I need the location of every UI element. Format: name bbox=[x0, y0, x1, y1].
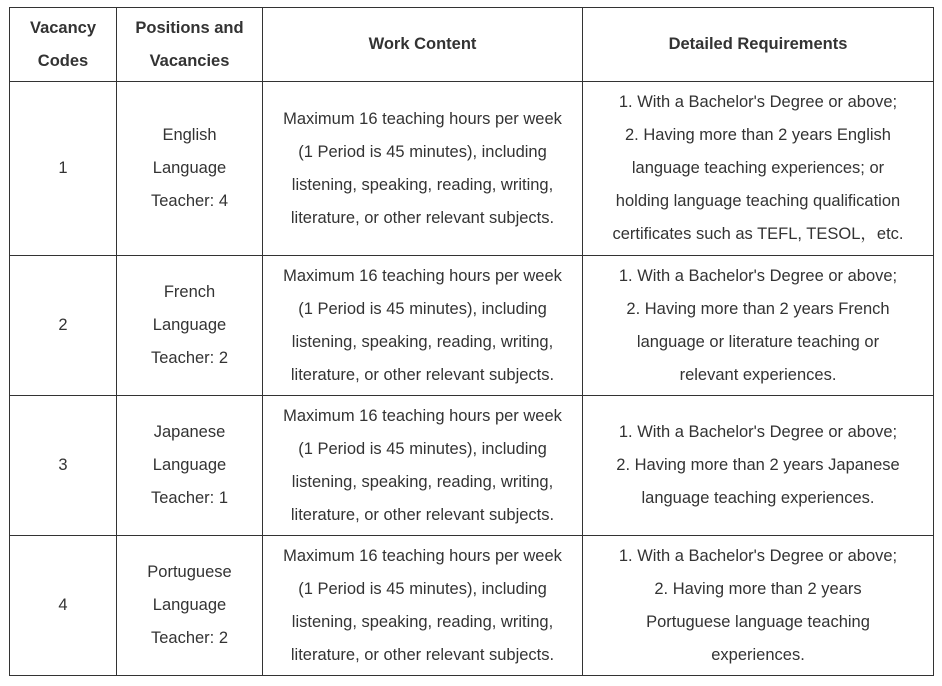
vacancy-code-cell: 2 bbox=[10, 256, 117, 396]
work-line: listening, speaking, reading, writing, bbox=[291, 612, 554, 631]
work-line: literature, or other relevant subjects. bbox=[290, 365, 555, 384]
requirement-line: Portuguese language teaching bbox=[646, 612, 870, 631]
position-line: Language bbox=[152, 456, 227, 474]
header-detailed-requirements: Detailed Requirements bbox=[583, 8, 934, 82]
requirement-line: 2. Having more than 2 years bbox=[654, 579, 862, 598]
requirement-line: 1. With a Bachelor's Degree or above; bbox=[618, 266, 898, 285]
vacancy-code-cell: 4 bbox=[10, 536, 117, 676]
work-line: Maximum 16 teaching hours per week bbox=[283, 546, 562, 565]
requirement-line: language or literature teaching or bbox=[636, 332, 880, 351]
work-line: listening, speaking, reading, writing, bbox=[291, 175, 554, 194]
requirement-line: holding language teaching qualification bbox=[615, 192, 901, 210]
work-line: listening, speaking, reading, writing, bbox=[291, 472, 554, 491]
work-content-cell bbox=[263, 256, 583, 396]
work-content-cell bbox=[263, 82, 583, 256]
work-line: Maximum 16 teaching hours per week bbox=[283, 266, 562, 285]
table-row bbox=[10, 536, 934, 676]
table-row bbox=[10, 82, 934, 256]
requirement-line: certificates such as TEFL, TESOL，etc. bbox=[612, 225, 904, 243]
position-line: Language bbox=[152, 596, 227, 614]
position-line: Japanese bbox=[153, 423, 226, 441]
header-vacancy-codes bbox=[10, 8, 117, 82]
requirements-cell bbox=[583, 256, 934, 396]
work-line: (1 Period is 45 minutes), including bbox=[298, 439, 547, 458]
position-line: Teacher: 2 bbox=[150, 349, 229, 367]
work-line: Maximum 16 teaching hours per week bbox=[283, 109, 562, 128]
work-line: Maximum 16 teaching hours per week bbox=[283, 406, 562, 425]
header-positions bbox=[117, 8, 263, 82]
position-line: French bbox=[163, 283, 216, 301]
position-cell bbox=[117, 536, 263, 676]
requirement-line: 1. With a Bachelor's Degree or above; bbox=[618, 93, 898, 111]
header-vacancy-codes-line1: Vacancy bbox=[29, 18, 97, 37]
vacancy-code-cell: 3 bbox=[10, 396, 117, 536]
vacancy-table bbox=[9, 7, 934, 676]
work-content-cell bbox=[263, 396, 583, 536]
requirement-line: 2. Having more than 2 years English bbox=[625, 126, 891, 144]
position-line: Teacher: 2 bbox=[150, 629, 229, 647]
header-positions-line2: Vacancies bbox=[149, 51, 230, 70]
requirement-line: 1. With a Bachelor's Degree or above; bbox=[618, 423, 898, 441]
header-positions-line1: Positions and bbox=[135, 18, 244, 37]
position-line: Teacher: 4 bbox=[150, 192, 229, 210]
requirement-line: experiences. bbox=[711, 645, 805, 664]
work-line: (1 Period is 45 minutes), including bbox=[298, 142, 547, 161]
header-row bbox=[10, 8, 934, 82]
work-line: (1 Period is 45 minutes), including bbox=[298, 299, 547, 318]
table-row bbox=[10, 396, 934, 536]
position-cell bbox=[117, 82, 263, 256]
requirements-cell bbox=[583, 396, 934, 536]
position-line: Language bbox=[152, 159, 227, 177]
position-cell bbox=[117, 256, 263, 396]
requirement-line: language teaching experiences; or bbox=[631, 159, 885, 177]
requirements-cell bbox=[583, 536, 934, 676]
header-vacancy-codes-line2: Codes bbox=[37, 51, 89, 70]
work-line: (1 Period is 45 minutes), including bbox=[298, 579, 547, 598]
work-content-cell bbox=[263, 536, 583, 676]
position-line: Portuguese bbox=[147, 563, 232, 581]
requirement-line: 2. Having more than 2 years Japanese bbox=[616, 456, 900, 474]
requirements-cell bbox=[583, 82, 934, 256]
work-line: literature, or other relevant subjects. bbox=[290, 208, 555, 227]
position-line: English bbox=[162, 126, 217, 144]
table-row bbox=[10, 256, 934, 396]
vacancy-code-cell: 1 bbox=[10, 82, 117, 256]
work-line: literature, or other relevant subjects. bbox=[290, 505, 555, 524]
requirement-line: language teaching experiences. bbox=[641, 489, 875, 507]
position-line: Teacher: 1 bbox=[150, 489, 229, 507]
position-line: Language bbox=[152, 316, 227, 334]
requirement-line: 2. Having more than 2 years French bbox=[626, 299, 890, 318]
work-line: listening, speaking, reading, writing, bbox=[291, 332, 554, 351]
header-work-content: Work Content bbox=[263, 8, 583, 82]
work-line: literature, or other relevant subjects. bbox=[290, 645, 555, 664]
requirement-line: 1. With a Bachelor's Degree or above; bbox=[618, 546, 898, 565]
requirement-line: relevant experiences. bbox=[679, 365, 837, 384]
position-cell bbox=[117, 396, 263, 536]
